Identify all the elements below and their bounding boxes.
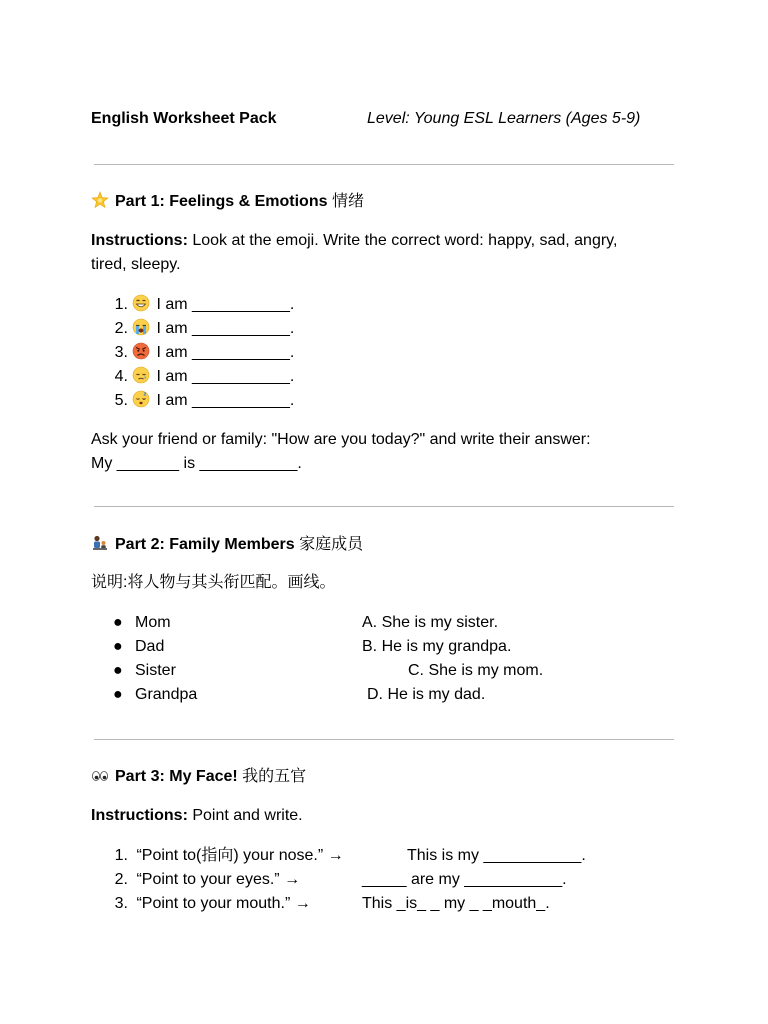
bullet: ● <box>113 686 123 703</box>
prompt-text: “Point to your eyes.” → <box>136 871 301 888</box>
prompt-text: “Point to your mouth.” → <box>136 895 311 912</box>
part1-heading <box>91 191 364 212</box>
divider <box>94 506 674 507</box>
grinning-face-icon <box>132 294 150 315</box>
part2-heading-cn: 家庭成员 <box>299 536 364 553</box>
list-item: 4. I am ___________. <box>114 368 295 385</box>
list-item: 3. I am ___________. <box>114 344 295 361</box>
answer-text: This is my ___________. <box>407 847 586 864</box>
match-option: D. He is my dad. <box>367 686 486 703</box>
bullet: ● <box>113 614 123 631</box>
instructions-text: Point and write. <box>192 807 303 824</box>
family-icon <box>91 534 109 555</box>
list-item: 1. “Point to(指向) your nose.” → <box>114 847 344 864</box>
list-item: ● Grandpa <box>113 686 198 703</box>
match-option: C. She is my mom. <box>408 662 544 679</box>
bullet: ● <box>113 638 123 655</box>
list-item-text: I am ___________. <box>156 344 295 361</box>
list-item-text: I am ___________. <box>156 296 295 313</box>
worksheet-level: Level: Young ESL Learners (Ages 5-9) <box>367 110 641 127</box>
worksheet-title: English Worksheet Pack <box>91 110 277 127</box>
svg-text:z: z <box>143 391 147 398</box>
match-option: A. She is my sister. <box>362 614 499 631</box>
list-item: 3. “Point to your mouth.” → <box>114 895 311 912</box>
answer-line: My _______ is ___________. <box>91 455 302 472</box>
part1-heading-text: Part 1: Feelings & Emotions <box>115 193 328 210</box>
glowing-star-icon <box>91 191 109 212</box>
crying-face-icon <box>132 318 150 339</box>
part1-instructions <box>91 231 617 251</box>
instructions-label: Instructions: <box>91 232 188 249</box>
sleeping-face-icon <box>132 390 150 411</box>
angry-face-icon <box>132 342 150 363</box>
part3-heading <box>91 766 306 787</box>
list-item: 5. z I am ___________. <box>114 391 295 409</box>
instructions-text: Look at the emoji. Write the correct word: happy, sad, angry, <box>192 232 618 249</box>
divider <box>94 739 674 740</box>
eyes-icon <box>91 766 109 787</box>
sleepy-face-icon <box>132 366 150 387</box>
list-item-text: I am ___________. <box>156 320 295 337</box>
list-item: 2. I am ___________. <box>114 320 295 337</box>
part2-heading <box>91 534 363 555</box>
list-item: ● Sister <box>113 662 176 679</box>
part3-instructions <box>91 806 303 826</box>
divider <box>94 164 674 165</box>
list-item: ● Dad <box>113 638 165 655</box>
part2-instructions: 说明:将人物与其头衔匹配。画线。 <box>91 574 336 591</box>
list-item-text: I am ___________. <box>156 392 295 409</box>
answer-text: _____ are my ___________. <box>362 871 567 888</box>
part3-heading-cn: 我的五官 <box>242 768 307 785</box>
match-option: B. He is my grandpa. <box>362 638 512 655</box>
part2-heading-text: Part 2: Family Members <box>115 536 295 553</box>
instructions-label: Instructions: <box>91 807 188 824</box>
part1-instructions-cont: tired, sleepy. <box>91 256 181 273</box>
list-item: ● Mom <box>113 614 171 631</box>
list-item: 2. “Point to your eyes.” → <box>114 871 301 888</box>
part1-heading-cn: 情绪 <box>331 193 364 210</box>
ask-line: Ask your friend or family: "How are you today?" and write their answer: <box>91 431 591 448</box>
bullet: ● <box>113 662 123 679</box>
list-item: 1. I am ___________. <box>114 296 295 313</box>
prompt-text: “Point to(指向) your nose.” → <box>136 847 344 864</box>
answer-text: This _is_ _ my _ _mouth_. <box>362 895 550 912</box>
list-item-text: I am ___________. <box>156 368 295 385</box>
part3-heading-text: Part 3: My Face! <box>115 768 238 785</box>
